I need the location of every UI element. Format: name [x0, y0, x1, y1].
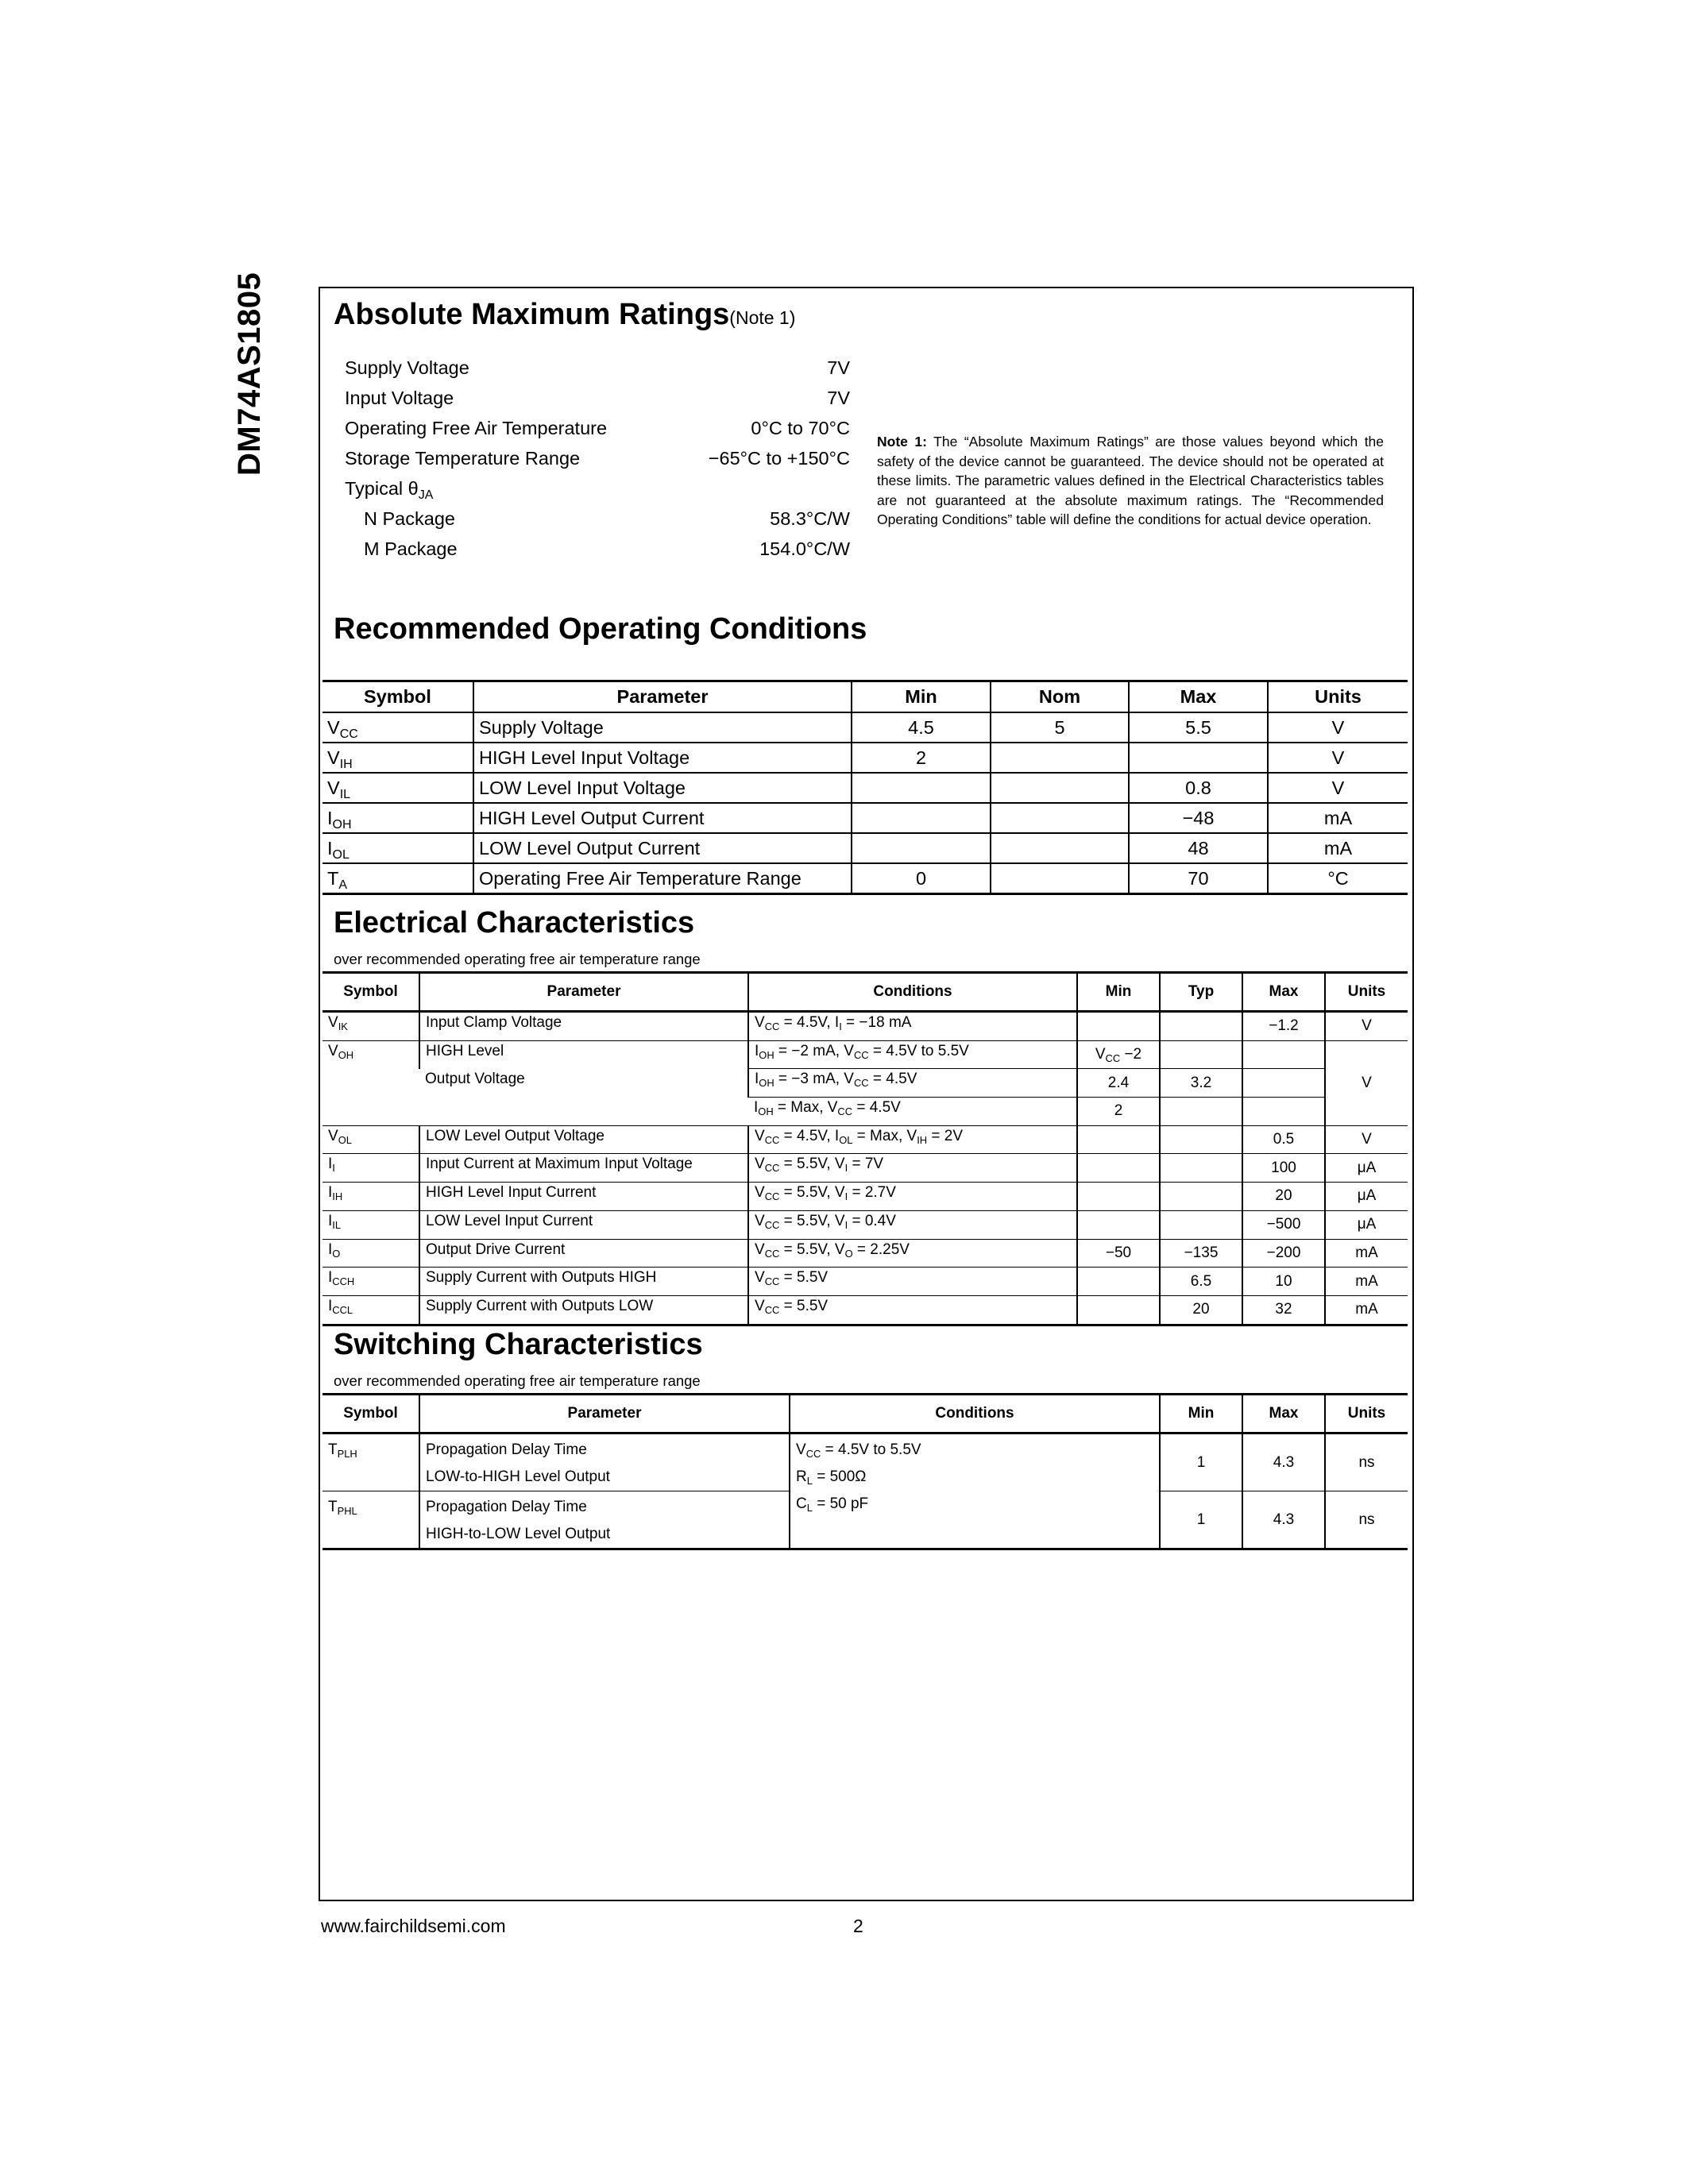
- table-row: $V_{IL}$ LOW Level Input Voltage 0.8 V: [323, 773, 1408, 803]
- side-title: DM74AS1805: [232, 272, 267, 476]
- table-row: $I_{OH}$ = Max, $V_{CC} = 4.5V$ 2: [323, 1098, 1408, 1126]
- table-row: $V_{IH}$ HIGH Level Input Voltage 2 V: [323, 743, 1408, 773]
- amr-row: N Package 58.3°C/W: [364, 508, 850, 529]
- amr-row: M Package 154.0°C/W: [364, 538, 850, 559]
- note-1: Note 1: The “Absolute Maximum Ratings” are those values beyond which the safety of the device cannot be guaranteed. The device should not be operated at these limits. The parametric values defined in the Electrical Characteristics tables are not guaranteed at the absolute maximum ratings. The “Recommended Operating Conditions” table will define the conditions for actual device operation.: [877, 434, 1385, 527]
- ec-heading: Electrical Characteristics: [334, 906, 695, 940]
- table-row: $I_{IH}$ HIGH Level Input Current $V_{CC} = 5.5V$, $V_I = 2.7V$ 20 μA: [323, 1183, 1408, 1211]
- table-row: $I_{OL}$ LOW Level Output Current 48 mA: [323, 833, 1408, 863]
- sc-heading: Switching Characteristics: [334, 1328, 703, 1361]
- table-row: $I_{IL}$ LOW Level Input Current $V_{CC} = 5.5V$, $V_I = 0.4V$ −500 μA: [323, 1210, 1408, 1239]
- table-row: $V_{OL}$ LOW Level Output Voltage $V_{CC} = 4.5V$, $I_{OL}$ = Max, $V_{IH} = 2V$ 0.5 V: [323, 1125, 1408, 1154]
- table-row: $I_I$ Input Current at Maximum Input Voltage $V_{CC} = 5.5V$, $V_I = 7V$ 100 μA: [323, 1154, 1408, 1183]
- sc-table: [323, 1393, 1408, 1550]
- table-row: $V_{OH}$ HIGH Level $I_{OH} = -2$ mA, $V_{CC} = 4.5V$ to 5.5V $V_{CC} -2$ V: [323, 1040, 1408, 1069]
- roc-heading: Recommended Operating Conditions: [334, 612, 867, 646]
- amr-heading: Absolute Maximum Ratings(Note 1): [334, 298, 796, 331]
- table-header-row: Symbol Parameter Min Nom Max Units: [323, 681, 1408, 713]
- side-title-anchor: [232, 272, 270, 476]
- amr-note-ref: (Note 1): [729, 307, 796, 328]
- amr-row: Storage Temperature Range −65°C to +150°C: [345, 448, 850, 469]
- ec-table: [323, 971, 1408, 1326]
- sc-subtitle: over recommended operating free air temperature range: [334, 1372, 701, 1389]
- table-row: $I_{OH}$ HIGH Level Output Current −48 mA: [323, 803, 1408, 833]
- table-row: $I_{CCH}$ Supply Current with Outputs HIGH $V_{CC} = 5.5V$ 6.5 10 mA: [323, 1268, 1408, 1296]
- table-row: $T_A$ Operating Free Air Temperature Range 0 70 °C: [323, 863, 1408, 894]
- table-row: $T_{PHL}$ Propagation Delay Time HIGH-to-LOW Level Output 1 4.3 ns: [323, 1491, 1408, 1549]
- page-number: 2: [853, 1916, 863, 1936]
- amr-row: Typical $\theta_{JA}$: [345, 478, 434, 502]
- amr-row: Input Voltage 7V: [345, 388, 850, 408]
- table-row: $T_{PLH}$ Propagation Delay Time LOW-to-HIGH Level Output $V_{CC} = 4.5V$ to 5.5V $R_L = 500\Omega$ $C_L = 50$ pF 1 4.3 ns: [323, 1433, 1408, 1491]
- table-row: $I_{CCL}$ Supply Current with Outputs LOW $V_{CC} = 5.5V$ 20 32 mA: [323, 1295, 1408, 1325]
- roc-table: [323, 680, 1408, 895]
- table-row: $I_O$ Output Drive Current $V_{CC} = 5.5V$, $V_O = 2.25V$ −50 −135 −200 mA: [323, 1239, 1408, 1268]
- ec-subtitle: over recommended operating free air temperature range: [334, 951, 701, 967]
- table-header-row: Symbol Parameter Conditions Min Max Units: [323, 1395, 1408, 1433]
- table-row: $V_{IK}$ Input Clamp Voltage $V_{CC} = 4.5V$, $I_I = -18$ mA −1.2 V: [323, 1012, 1408, 1041]
- table-row: Output Voltage $I_{OH} = -3$ mA, $V_{CC} = 4.5V$ 2.4 3.2: [323, 1069, 1408, 1098]
- amr-list: [345, 353, 850, 564]
- table-row: $V_{CC}$ Supply Voltage 4.5 5 5.5 V: [323, 712, 1408, 743]
- amr-row: Operating Free Air Temperature 0°C to 70°C: [345, 418, 850, 438]
- footer-url[interactable]: www.fairchildsemi.com: [321, 1916, 506, 1936]
- amr-row: Supply Voltage 7V: [345, 357, 850, 378]
- table-header-row: Symbol Parameter Conditions Min Typ Max Units: [323, 973, 1408, 1012]
